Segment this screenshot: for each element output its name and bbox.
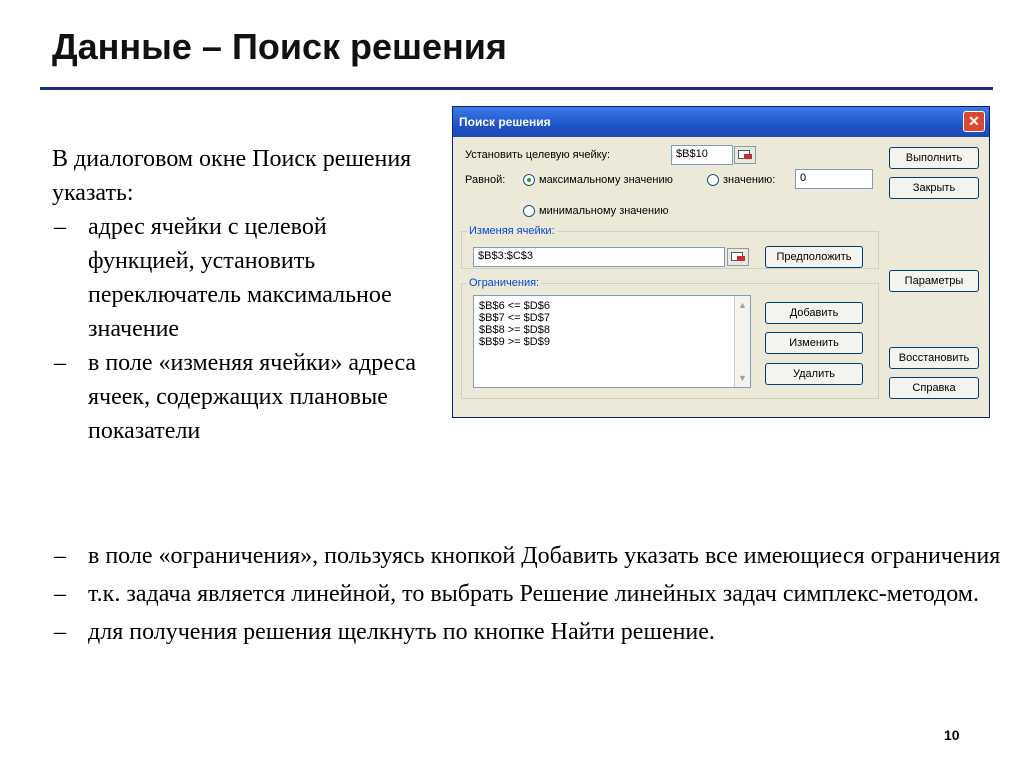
intro-block — [52, 142, 422, 448]
constraints-label: Ограничения: — [469, 277, 540, 289]
slide-title: Данные – Поиск решения — [52, 26, 507, 67]
scroll-up-icon[interactable]: ▲ — [738, 300, 747, 310]
add-button[interactable]: Добавить — [765, 302, 863, 324]
listbox-scrollbar[interactable] — [734, 296, 750, 387]
reset-button[interactable]: Восстановить — [889, 347, 979, 369]
radio-max[interactable] — [523, 174, 535, 186]
solver-dialog — [452, 106, 990, 418]
dash-bullet: – — [54, 619, 66, 645]
list-item[interactable]: $B$8 >= $D$8 — [479, 324, 550, 336]
bullet-text: в поле «ограничения», пользуясь кнопкой Добавить указать все имеющиеся ограничения — [88, 543, 1001, 569]
dash-bullet: – — [54, 214, 66, 240]
help-button[interactable]: Справка — [889, 377, 979, 399]
list-item[interactable]: $B$6 <= $D$6 — [479, 300, 550, 312]
close-icon[interactable]: ✕ — [963, 111, 985, 132]
guess-button[interactable]: Предположить — [765, 246, 863, 268]
dash-bullet: – — [54, 543, 66, 569]
list-item — [52, 210, 422, 346]
bottom-bullet-list — [52, 540, 1002, 648]
cell-reference-icon[interactable] — [734, 146, 756, 164]
close-button[interactable]: Закрыть — [889, 177, 979, 199]
dash-bullet: – — [54, 581, 66, 607]
list-item — [52, 346, 422, 448]
page-number: 10 — [944, 727, 960, 743]
constraints-listbox[interactable] — [473, 295, 751, 388]
radio-value[interactable] — [707, 174, 719, 186]
list-item[interactable]: $B$9 >= $D$9 — [479, 336, 550, 348]
list-item[interactable]: $B$7 <= $D$7 — [479, 312, 550, 324]
title-underline — [40, 87, 993, 90]
top-bullet-list — [52, 210, 422, 448]
changing-cells-label: Изменяя ячейки: — [469, 225, 555, 237]
bullet-text: адрес ячейки с целевой функцией, установить переключатель максимальное значение — [88, 214, 392, 342]
dialog-title: Поиск решения — [459, 115, 551, 129]
equal-label: Равной: — [465, 174, 506, 186]
value-input[interactable]: 0 — [795, 169, 873, 189]
bottom-block — [52, 540, 1002, 654]
target-cell-label: Установить целевую ячейку: — [465, 149, 611, 161]
delete-button[interactable]: Удалить — [765, 363, 863, 385]
target-cell-field[interactable]: $B$10 — [671, 145, 733, 165]
radio-value-label: значению: — [723, 174, 776, 186]
intro-text: В диалоговом окне Поиск решения указать: — [52, 146, 412, 206]
dialog-titlebar — [453, 107, 989, 137]
radio-min-label: минимальному значению — [539, 205, 669, 217]
solve-button[interactable]: Выполнить — [889, 147, 979, 169]
dash-bullet: – — [54, 350, 66, 376]
radio-min[interactable] — [523, 205, 535, 217]
list-item — [52, 616, 1002, 648]
list-item — [52, 540, 1002, 572]
list-item — [52, 578, 1002, 610]
options-button[interactable]: Параметры — [889, 270, 979, 292]
bullet-text: в поле «изменяя ячейки» адреса ячеек, содержащих плановые показатели — [88, 350, 417, 444]
cell-reference-icon[interactable] — [727, 248, 749, 266]
scroll-down-icon[interactable]: ▼ — [738, 373, 747, 383]
change-button[interactable]: Изменить — [765, 332, 863, 354]
changing-cells-field[interactable]: $B$3:$C$3 — [473, 247, 725, 267]
bullet-text: для получения решения щелкнуть по кнопке Найти решение. — [88, 619, 715, 645]
bullet-text: т.к. задача является линейной, то выбрать Решение линейных задач симплекс-методом. — [88, 581, 979, 607]
radio-max-label: максимальному значению — [539, 174, 673, 186]
